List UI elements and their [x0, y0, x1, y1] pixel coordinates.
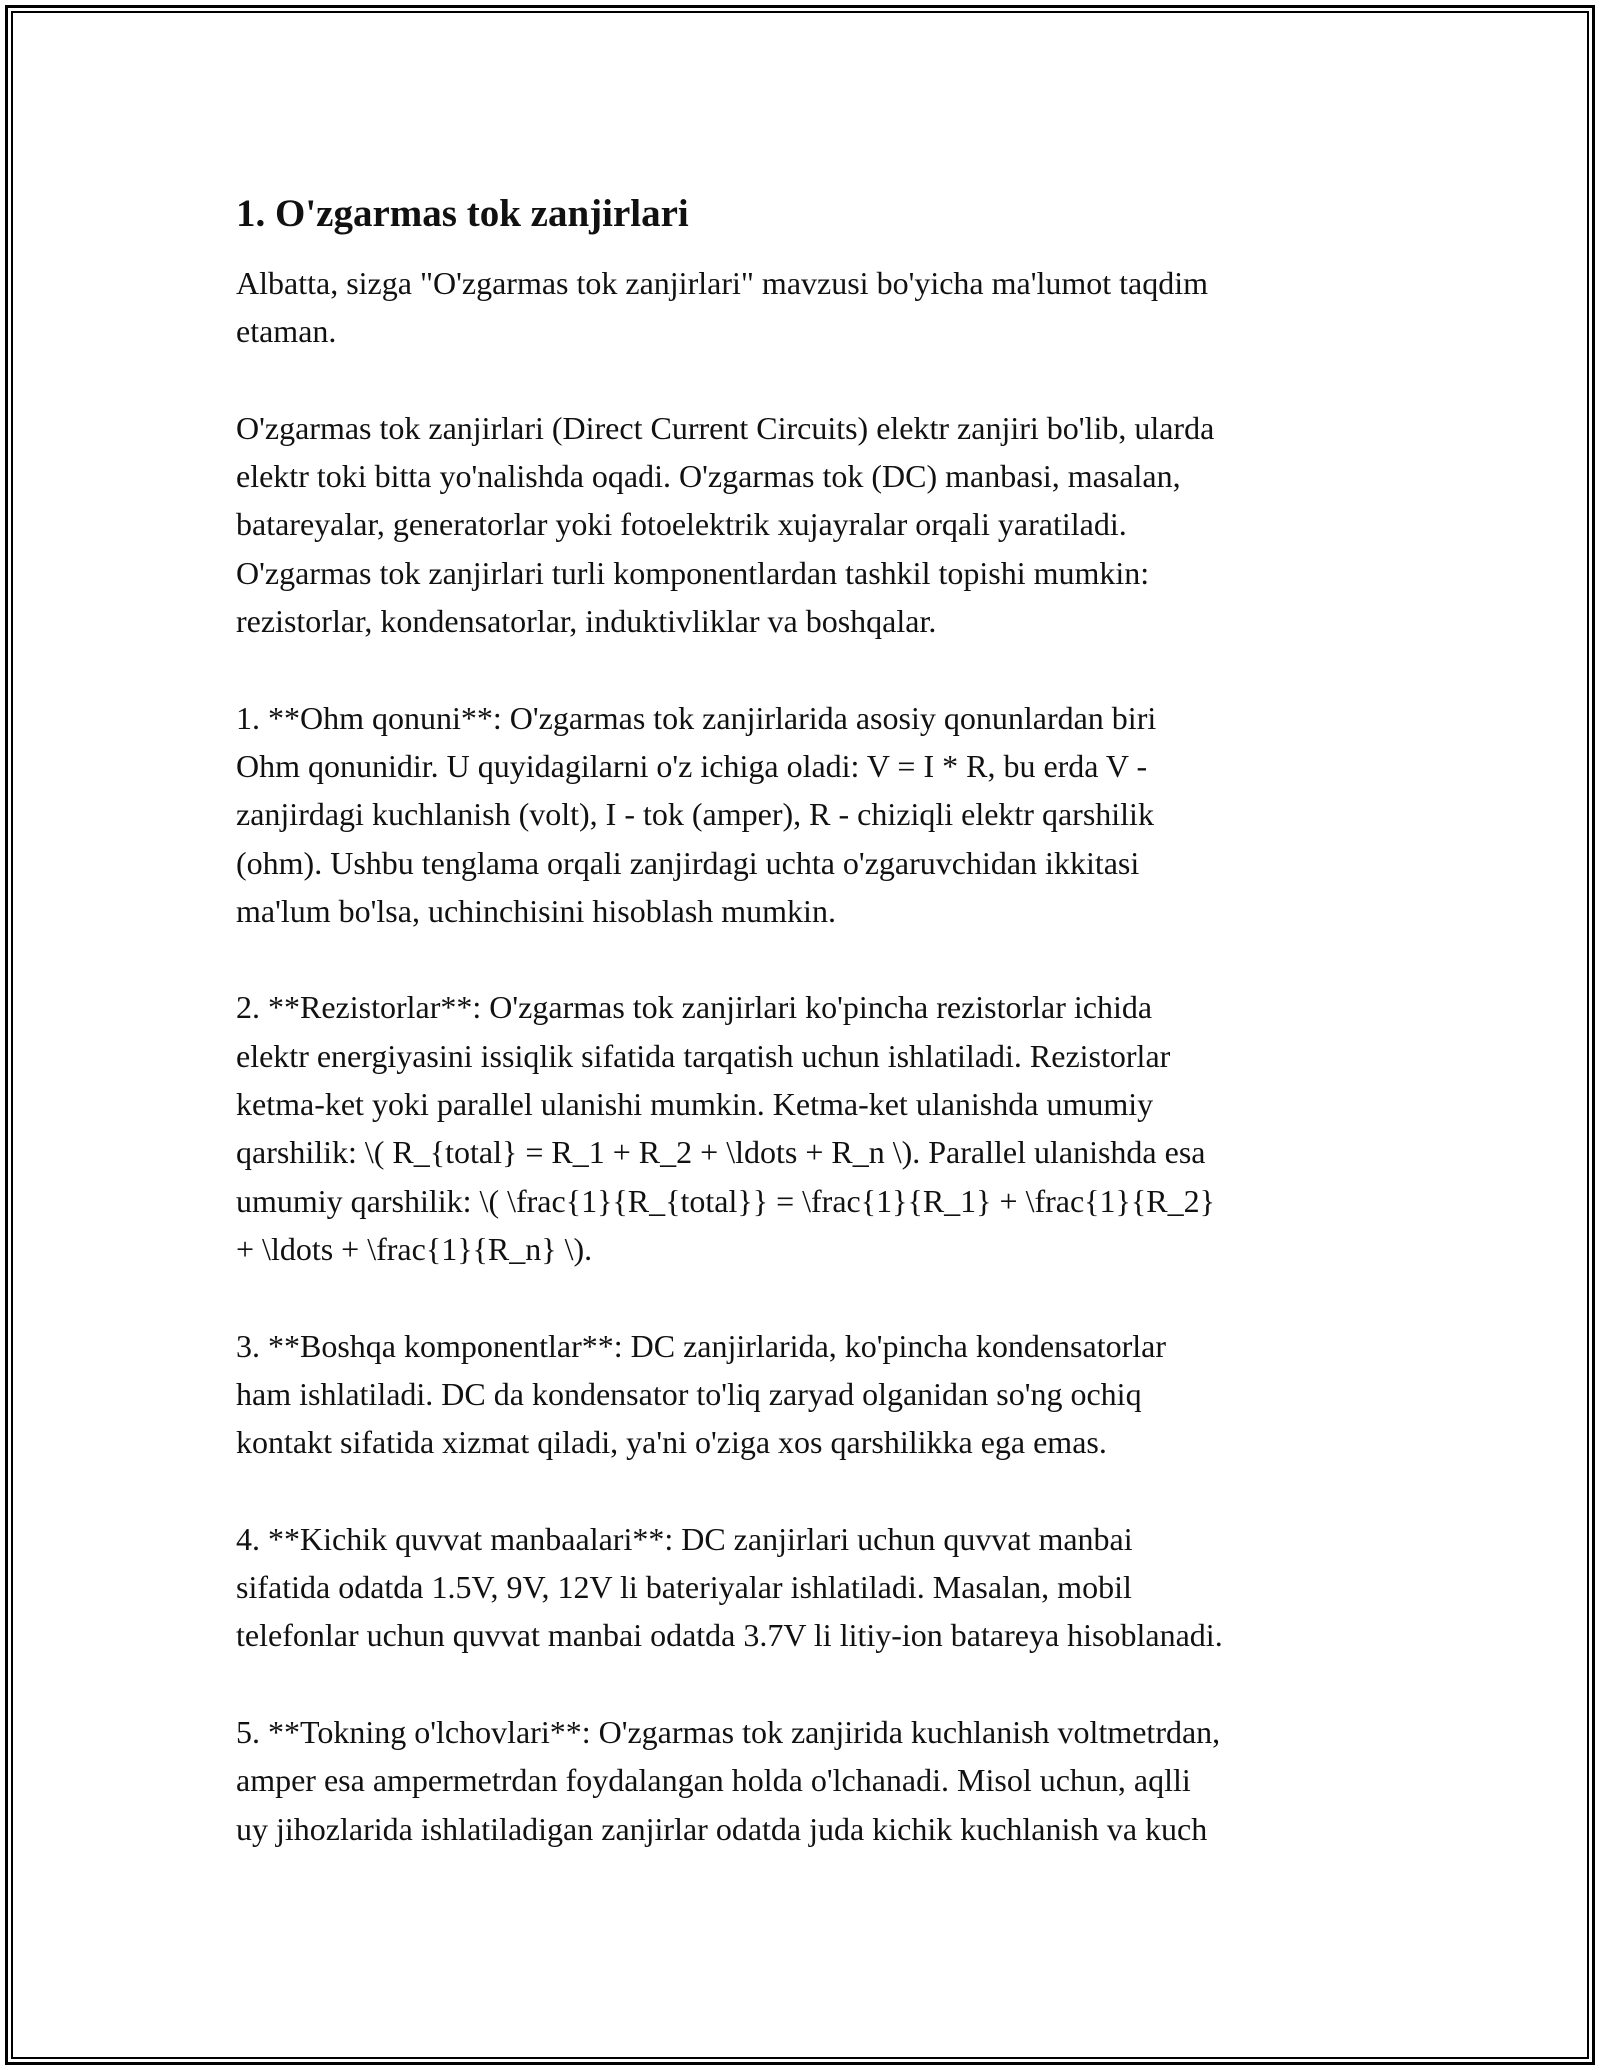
- text-line: 4. **Kichik quvvat manbaalari**: DC zanjirlari uchun quvvat manbai: [236, 1520, 1133, 1557]
- text-line: umumiy qarshilik: \( \frac{1}{R_{total}} = \frac{1}{R_1} + \frac{1}{R_2}: [236, 1182, 1215, 1219]
- text-line: O'zgarmas tok zanjirlari turli komponentlardan tashkil topishi mumkin:: [236, 554, 1150, 591]
- text-line: etaman.: [236, 313, 337, 350]
- paragraph-ohm-law: [236, 694, 1386, 935]
- text-line: ketma-ket yoki parallel ulanishi mumkin. Ketma-ket ulanishda umumiy: [236, 1086, 1154, 1123]
- text-line: (ohm). Ushbu tenglama orqali zanjirdagi uchta o'zgaruvchidan ikkitasi: [236, 844, 1140, 881]
- text-line: sifatida odatda 1.5V, 9V, 12V li bateriyalar ishlatiladi. Masalan, mobil: [236, 1569, 1132, 1606]
- paragraph-power-sources: [236, 1515, 1386, 1660]
- document-heading: 1. O'zgarmas tok zanjirlari: [236, 192, 689, 235]
- text-line: telefonlar uchun quvvat manbai odatda 3.7V li litiy-ion batareya hisoblanadi.: [236, 1617, 1223, 1654]
- paragraph-measurements: [236, 1708, 1386, 1853]
- text-line: + \ldots + \frac{1}{R_n} \).: [236, 1230, 593, 1267]
- paragraph-resistors: [236, 983, 1386, 1273]
- paragraph-other-components: [236, 1322, 1386, 1467]
- text-line: qarshilik: \( R_{total} = R_1 + R_2 + \ldots + R_n \). Parallel ulanishda esa: [236, 1134, 1206, 1171]
- text-line: kontakt sifatida xizmat qiladi, ya'ni o'ziga xos qarshilikka ega emas.: [236, 1424, 1107, 1461]
- document-body: [236, 186, 1386, 1901]
- text-line: 5. **Tokning o'lchovlari**: O'zgarmas tok zanjirida kuchlanish voltmetrdan,: [236, 1713, 1221, 1750]
- paragraph-definition: [236, 404, 1386, 645]
- text-line: zanjirdagi kuchlanish (volt), I - tok (amper), R - chiziqli elektr qarshilik: [236, 796, 1154, 833]
- text-line: rezistorlar, kondensatorlar, induktivliklar va boshqalar.: [236, 603, 937, 640]
- text-line: elektr toki bitta yo'nalishda oqadi. O'zgarmas tok (DC) manbasi, masalan,: [236, 458, 1181, 495]
- text-line: Albatta, sizga "O'zgarmas tok zanjirlari" mavzusi bo'yicha ma'lumot taqdim: [236, 265, 1209, 301]
- text-line: amper esa ampermetrdan foydalangan holda o'lchanadi. Misol uchun, aqlli: [236, 1762, 1191, 1799]
- text-line: O'zgarmas tok zanjirlari (Direct Current Circuits) elektr zanjiri bo'lib, ularda: [236, 409, 1215, 446]
- paragraph-intro: [236, 259, 1386, 356]
- text-line: Ohm qonunidir. U quyidagilarni o'z ichiga oladi: V = I * R, bu erda V -: [236, 747, 1148, 784]
- text-line: 1. **Ohm qonuni**: O'zgarmas tok zanjirlarida asosiy qonunlardan biri: [236, 699, 1157, 736]
- text-line: batareyalar, generatorlar yoki fotoelektrik xujayralar orqali yaratiladi.: [236, 506, 1127, 543]
- text-line: elektr energiyasini issiqlik sifatida tarqatish uchun ishlatiladi. Rezistorlar: [236, 1037, 1171, 1074]
- text-line: ma'lum bo'lsa, uchinchisini hisoblash mumkin.: [236, 892, 836, 929]
- text-line: 3. **Boshqa komponentlar**: DC zanjirlarida, ko'pincha kondensatorlar: [236, 1327, 1166, 1364]
- text-line: ham ishlatiladi. DC da kondensator to'liq zaryad olganidan so'ng ochiq: [236, 1375, 1142, 1412]
- text-line: uy jihozlarida ishlatiladigan zanjirlar odatda juda kichik kuchlanish va kuch: [236, 1810, 1208, 1847]
- text-line: 2. **Rezistorlar**: O'zgarmas tok zanjirlari ko'pincha rezistorlar ichida: [236, 989, 1153, 1026]
